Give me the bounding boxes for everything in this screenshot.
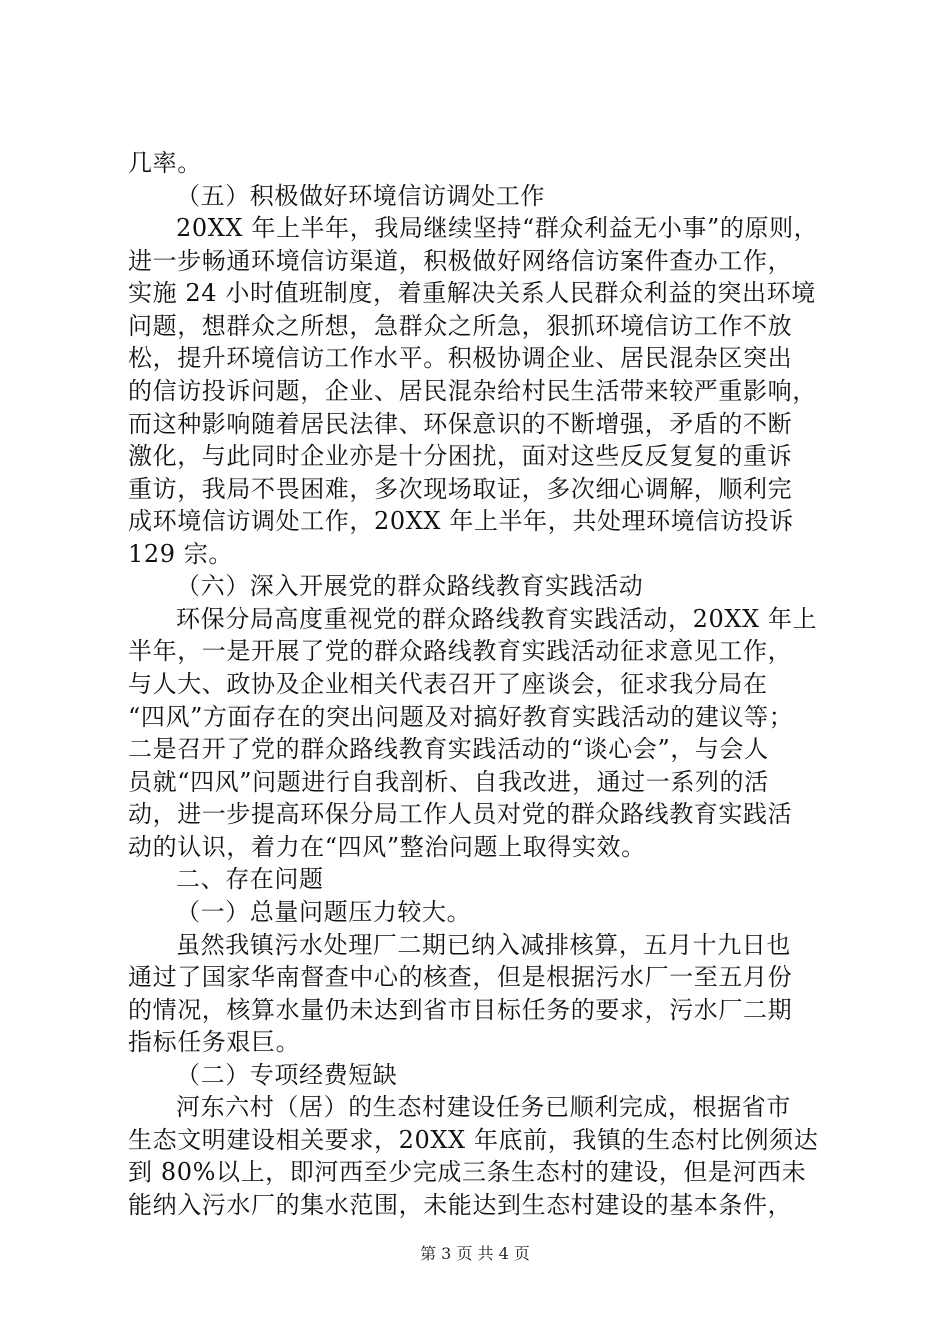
body-text-line: 的情况，核算水量仍未达到省市目标任务的要求，污水厂二期 bbox=[128, 996, 793, 1024]
body-text-line: 20XX 年上半年，我局继续坚持“群众利益无小事”的原则， bbox=[176, 214, 819, 242]
body-text-line: （二）专项经费短缺 bbox=[176, 1061, 398, 1089]
body-text-line: “四风”方面存在的突出问题及对搞好教育实践活动的建议等； bbox=[128, 703, 794, 731]
body-text-line: 员就“四风”问题进行自我剖析、自我改进，通过一系列的活 bbox=[128, 768, 769, 796]
body-text-line: 二、存在问题 bbox=[176, 865, 324, 893]
body-text-line: （一）总量问题压力较大。 bbox=[176, 898, 472, 926]
body-text-line: （五）积极做好环境信访调处工作 bbox=[176, 182, 545, 210]
body-text-line: 129 宗。 bbox=[128, 540, 234, 568]
body-text-line: 与人大、政协及企业相关代表召开了座谈会，征求我分局在 bbox=[128, 670, 768, 698]
body-text-line: 几率。 bbox=[128, 149, 202, 177]
body-text-line: 动的认识，着力在“四风”整治问题上取得实效。 bbox=[128, 833, 646, 861]
body-text-line: 环保分局高度重视党的群众路线教育实践活动，20XX 年上 bbox=[176, 605, 818, 633]
body-text-line: 实施 24 小时值班制度，着重解决关系人民群众利益的突出环境 bbox=[128, 279, 816, 307]
body-text-line: 通过了国家华南督查中心的核查，但是根据污水厂一至五月份 bbox=[128, 963, 793, 991]
body-text-line: 半年，一是开展了党的群众路线教育实践活动征求意见工作， bbox=[128, 637, 793, 665]
body-text-line: 指标任务艰巨。 bbox=[128, 1028, 301, 1056]
body-text-line: 二是召开了党的群众路线教育实践活动的“谈心会”，与会人 bbox=[128, 735, 769, 763]
body-text-line: 进一步畅通环境信访渠道，积极做好网络信访案件查办工作， bbox=[128, 247, 793, 275]
body-text-line: 河东六村（居）的生态村建设任务已顺利完成，根据省市 bbox=[176, 1093, 791, 1121]
body-text-line: 到 80%以上，即河西至少完成三条生态村的建设，但是河西未 bbox=[128, 1158, 807, 1186]
body-text-line: 问题，想群众之所想，急群众之所急，狠抓环境信访工作不放 bbox=[128, 312, 793, 340]
body-text-line: 重访，我局不畏困难，多次现场取证，多次细心调解，顺利完 bbox=[128, 475, 793, 503]
body-text-line: 生态文明建设相关要求，20XX 年底前，我镇的生态村比例须达 bbox=[128, 1126, 819, 1154]
page-footer: 第 3 页 共 4 页 bbox=[420, 1244, 530, 1263]
body-text-line: 虽然我镇污水处理厂二期已纳入减排核算，五月十九日也 bbox=[176, 931, 791, 959]
body-text-line: 而这种影响随着居民法律、环保意识的不断增强，矛盾的不断 bbox=[128, 410, 793, 438]
body-text-line: 动，进一步提高环保分局工作人员对党的群众路线教育实践活 bbox=[128, 800, 793, 828]
body-text-line: 能纳入污水厂的集水范围，未能达到生态村建设的基本条件， bbox=[128, 1191, 793, 1219]
body-text-line: 激化，与此同时企业亦是十分困扰，面对这些反反复复的重诉 bbox=[128, 442, 793, 470]
body-text-line: 松，提升环境信访工作水平。积极协调企业、居民混杂区突出 bbox=[128, 344, 793, 372]
body-text-line: （六）深入开展党的群众路线教育实践活动 bbox=[176, 572, 644, 600]
body-text-line: 的信访投诉问题，企业、居民混杂给村民生活带来较严重影响， bbox=[128, 377, 817, 405]
body-text-line: 成环境信访调处工作，20XX 年上半年，共处理环境信访投诉 bbox=[128, 507, 794, 535]
